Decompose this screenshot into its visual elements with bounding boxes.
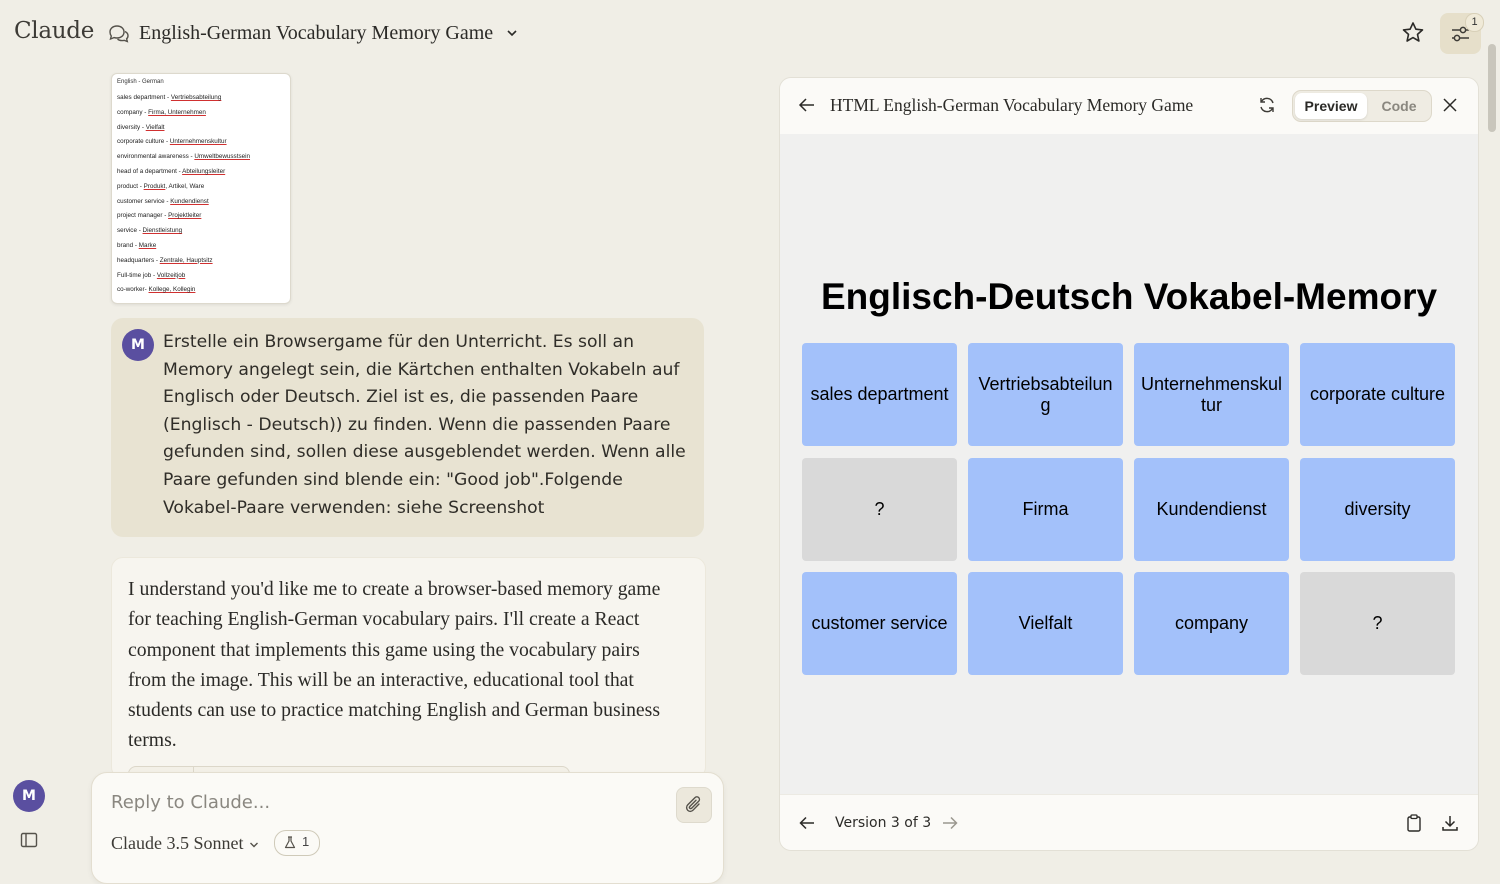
attachment-row-english: corporate culture - (117, 138, 170, 146)
attachment-row (117, 283, 250, 298)
memory-card[interactable]: customer service (802, 572, 957, 675)
attachment-row-german: Vielfalt (145, 123, 165, 131)
refresh-icon[interactable] (1258, 96, 1276, 114)
game-title: Englisch-Deutsch Vokabel-Memory (820, 276, 1438, 317)
page-scrollbar[interactable] (1488, 44, 1496, 132)
attachment-row (117, 180, 250, 195)
attachment-row (117, 150, 250, 165)
memory-card[interactable]: corporate culture (1300, 343, 1455, 446)
user-message-text: Erstelle ein Browsergame für den Unterricht. Es soll an Memory angelegt sein, die Kärtchen enthalten Vokabeln auf Englisch oder Deutsch. Ziel ist es, die passenden Paare (Englisch - Deutsch)) zu finden. Wenn die passenden Paare gefunden sind, sollen diese ausgeblendet werden. Wenn alle Paare gefunden sind blende ein: "Good job".Folgende Vokabel-Paare verwenden: siehe Screenshot (163, 332, 686, 518)
attachment-row (117, 209, 250, 224)
download-icon[interactable] (1441, 814, 1459, 832)
attachment-row-english: company - (117, 108, 149, 116)
attachment-row-german: Dienstleistung (142, 227, 183, 235)
attachment-heading: English - German (117, 79, 164, 85)
attachment-row-german: Firma, Unternehmen (148, 108, 206, 116)
memory-grid (802, 343, 1456, 675)
features-pill[interactable] (274, 830, 320, 856)
memory-card[interactable]: sales department (802, 343, 957, 446)
memory-card[interactable]: ? (1300, 572, 1455, 675)
attachment-row-german: Zentrale, Hauptsitz (159, 256, 213, 264)
memory-card[interactable]: Kundendienst (1134, 458, 1289, 561)
attachment-row-english: diversity - (117, 123, 146, 131)
attachment-row-english: project manager - (117, 212, 169, 220)
view-toggle (1292, 90, 1432, 122)
chevron-down-icon[interactable] (505, 26, 519, 40)
version-label: Version 3 of 3 (835, 815, 932, 831)
attachment-rows (117, 91, 250, 298)
attachment-row (117, 224, 250, 239)
memory-card[interactable]: Vielfalt (968, 572, 1123, 675)
attachment-row-english: co-worker- (117, 286, 149, 294)
model-selector[interactable]: Claude 3.5 Sonnet (111, 833, 244, 853)
attachment-row-english: environmental awareness - (117, 153, 195, 161)
brand-logo[interactable]: Claude (14, 18, 95, 44)
chevron-down-icon[interactable] (248, 839, 260, 851)
attachment-row-german: Kollege, Kollegin (148, 286, 196, 294)
attachment-row-german: Vollzeitjob (156, 271, 186, 279)
memory-card[interactable]: Unternehmenskultur (1134, 343, 1289, 446)
attachment-row-english: product - (117, 182, 144, 190)
tab-preview[interactable]: Preview (1295, 93, 1367, 119)
attachment-row-english: customer service - (117, 197, 171, 205)
reply-input[interactable]: Reply to Claude... (111, 792, 271, 813)
attachment-row-english: Full-time job - (117, 271, 157, 279)
sidebar-toggle-icon[interactable] (20, 832, 38, 848)
star-icon[interactable] (1398, 18, 1428, 48)
attachment-thumbnail[interactable] (111, 73, 291, 304)
attachment-row (117, 135, 250, 150)
assistant-message-text: I understand you'd like me to create a browser-based memory game for teaching English-German vocabulary pairs. I'll create a React component that implements this game using the vocabulary pairs from the image. This will be an interactive, educational tool that students can use to practice matching English and German business terms. (128, 578, 661, 752)
paperclip-icon (685, 795, 703, 815)
attachment-row-german: Projektleiter (168, 212, 202, 220)
attach-button[interactable] (676, 787, 712, 823)
memory-card[interactable]: diversity (1300, 458, 1455, 561)
memory-card[interactable]: Firma (968, 458, 1123, 561)
attachment-row-german: Unternehmenskultur (169, 138, 227, 146)
memory-card[interactable]: company (1134, 572, 1289, 675)
settings-badge: 1 (1465, 13, 1484, 32)
attachment-row-german: Abteilungsleiter (182, 167, 226, 175)
user-message (111, 318, 704, 537)
assistant-message (111, 557, 706, 779)
flask-icon (284, 836, 296, 849)
artifact-title: HTML English-German Vocabulary Memory Game (830, 95, 1194, 115)
attachment-row-german: Marke (138, 241, 157, 249)
conversation-title[interactable]: English-German Vocabulary Memory Game (139, 22, 494, 44)
features-count: 1 (302, 834, 310, 849)
artifact-panel (779, 77, 1479, 851)
attachment-row (117, 254, 250, 269)
attachment-row (117, 91, 250, 106)
arrow-left-icon[interactable] (799, 816, 815, 830)
attachment-row (117, 106, 250, 121)
attachment-row-german: Kundendienst (170, 197, 209, 205)
back-arrow-icon[interactable] (798, 97, 816, 113)
attachment-row (117, 121, 250, 136)
account-avatar[interactable]: M (13, 780, 45, 812)
attachment-row-english: service - (117, 227, 143, 235)
chat-bubbles-icon (108, 24, 130, 44)
attachment-row-english: head of a department - (117, 167, 183, 175)
memory-card[interactable]: ? (802, 458, 957, 561)
clipboard-icon[interactable] (1406, 814, 1422, 832)
attachment-row (117, 165, 250, 180)
arrow-right-icon[interactable] (942, 816, 958, 830)
reply-composer[interactable] (91, 772, 724, 884)
artifact-header (780, 78, 1478, 134)
memory-card[interactable]: Vertriebsabteilung (968, 343, 1123, 446)
artifact-footer (780, 794, 1478, 851)
attachment-row (117, 269, 250, 284)
attachment-row-english: sales department - (117, 94, 171, 101)
attachment-row-german: Umweltbewusstsein (194, 153, 251, 161)
attachment-row-extra: , Artikel, Ware (165, 182, 205, 190)
attachment-row (117, 195, 250, 210)
user-avatar: M (122, 329, 154, 361)
attachment-row-german: Produkt (143, 182, 166, 190)
attachment-row-english: brand - (117, 241, 139, 249)
attachment-row-german: Vertriebsabteilung (170, 94, 222, 101)
close-icon[interactable] (1442, 97, 1458, 113)
top-bar (0, 0, 1500, 66)
tab-code[interactable]: Code (1381, 98, 1417, 114)
attachment-row-english: headquarters - (117, 256, 160, 264)
attachment-row (117, 239, 250, 254)
